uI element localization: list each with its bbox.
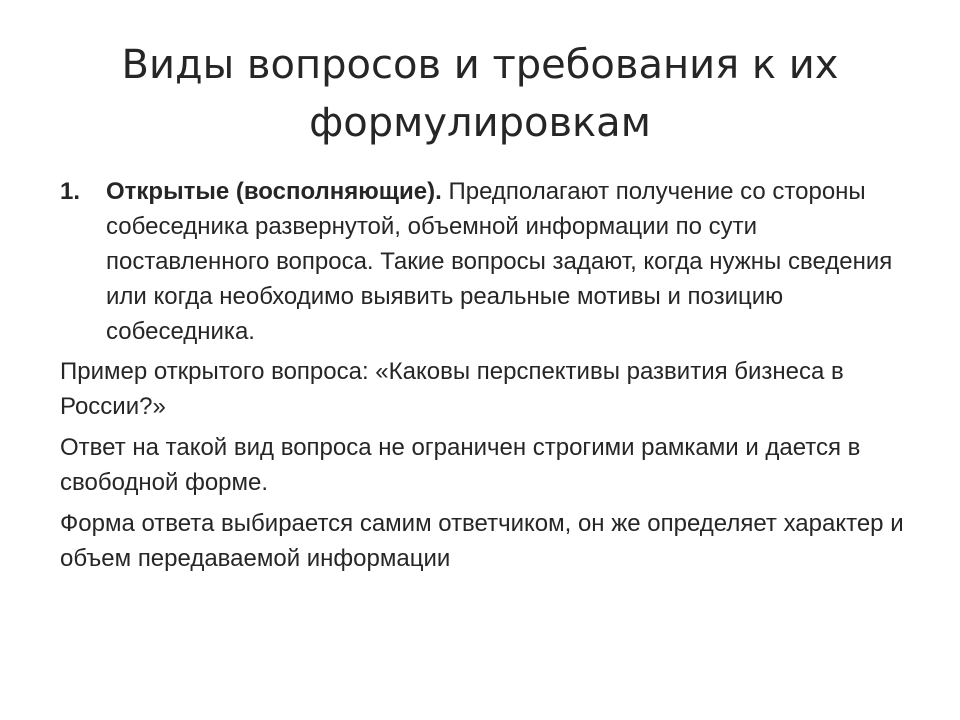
list-item-number: 1. — [60, 178, 81, 205]
slide-content — [60, 174, 910, 576]
answer-paragraph: Ответ на такой вид вопроса не ограничен строгими рамками и дается в свободной форме. — [60, 434, 861, 496]
slide-title: Виды вопросов и требования к их формулировкам — [121, 42, 839, 146]
list-item-term: Открытые (восполняющие). — [106, 178, 449, 205]
list-item-text: Предполагают получение со стороны собеседника развернутой, объемной информации по сути поставленного вопроса. Такие вопросы задают, когда нужны сведения или когда необходимо выявить реальные мотивы и позицию собеседника. — [106, 178, 893, 345]
numbered-list-item — [60, 174, 910, 349]
answer-form-paragraph: Форма ответа выбирается самим ответчиком, он же определяет характер и объем передаваемой информации — [60, 510, 904, 572]
example-paragraph: Пример открытого вопроса: «Каковы перспективы развития бизнеса в России?» — [60, 358, 844, 420]
